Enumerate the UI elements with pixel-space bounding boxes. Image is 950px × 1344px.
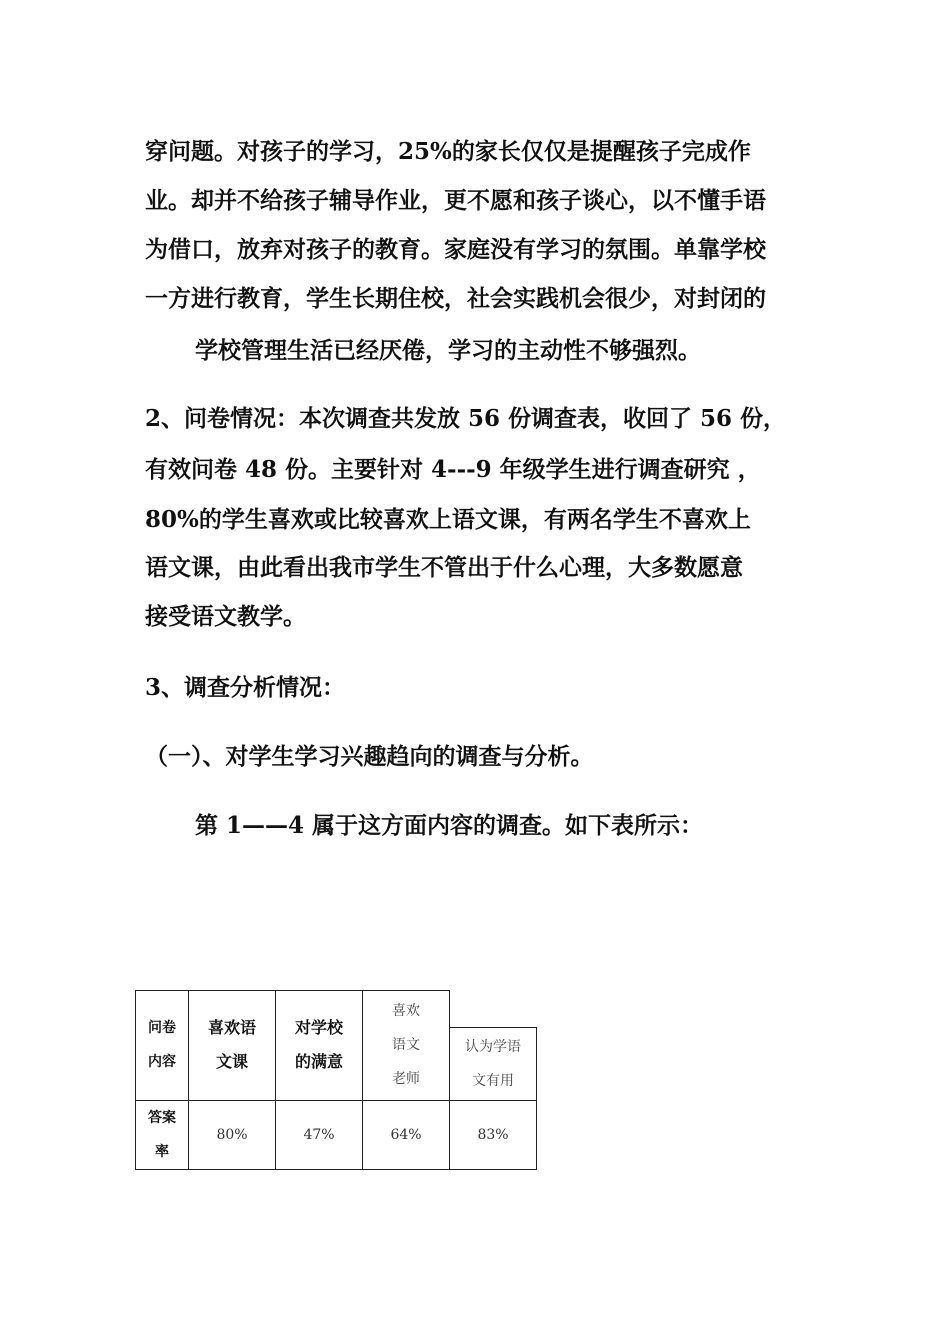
paragraph-line-3: 为借口，放弃对孩子的教育。家庭没有学习的氛围。单靠学校	[145, 236, 766, 263]
header-cell-questionnaire: 问卷 内容	[136, 991, 189, 1101]
value-school-satisfaction: 47%	[276, 1100, 363, 1169]
header-cell-school-satisfaction: 对学校 的满意	[276, 991, 363, 1101]
survey-table	[135, 990, 537, 1170]
section-2-line-3: 80%的学生喜欢或比较喜欢上语文课，有两名学生不喜欢上	[145, 506, 751, 533]
table-intro: 第 1——4 属于这方面内容的调查。如下表所示：	[195, 812, 704, 839]
section-2-line-2: 有效问卷 48 份。主要针对 4---9 年级学生进行调查研究 ，	[145, 456, 761, 483]
paragraph-line-2: 业。却并不给孩子辅导作业，更不愿和孩子谈心，以不懂手语	[145, 187, 766, 214]
section-2-line-1: 2、问卷情况：本次调查共发放 56 份调查表，收回了 56 份，	[145, 405, 787, 432]
header-cell-empty	[450, 991, 537, 1028]
section-3-heading: 3、调查分析情况：	[145, 674, 346, 701]
value-useful: 83%	[450, 1100, 537, 1169]
subsection-heading: （一）、对学生学习兴趣趋向的调查与分析。	[145, 743, 594, 770]
value-like-teacher: 64%	[363, 1100, 450, 1169]
paragraph-line-1: 穿问题。对孩子的学习，25%的家长仅仅是提醒孩子完成作	[145, 138, 751, 165]
paragraph-line-4: 一方进行教育，学生长期住校，社会实践机会很少，对封闭的	[145, 285, 766, 312]
row-label-answer-rate: 答案 率	[136, 1100, 189, 1169]
value-like-chinese: 80%	[189, 1100, 276, 1169]
header-cell-like-chinese: 喜欢语 文课	[189, 991, 276, 1101]
paragraph-line-5: 学校管理生活已经厌倦，学习的主动性不够强烈。	[195, 337, 701, 364]
header-cell-like-teacher: 喜欢 语文 老师	[363, 991, 450, 1101]
section-2-line-4: 语文课，由此看出我市学生不管出于什么心理，大多数愿意	[145, 554, 743, 581]
header-cell-useful: 认为学语 文有用	[450, 1027, 537, 1100]
table-header-row	[136, 991, 537, 1028]
section-2-line-5: 接受语文教学。	[145, 603, 306, 630]
table-row	[136, 1100, 537, 1169]
